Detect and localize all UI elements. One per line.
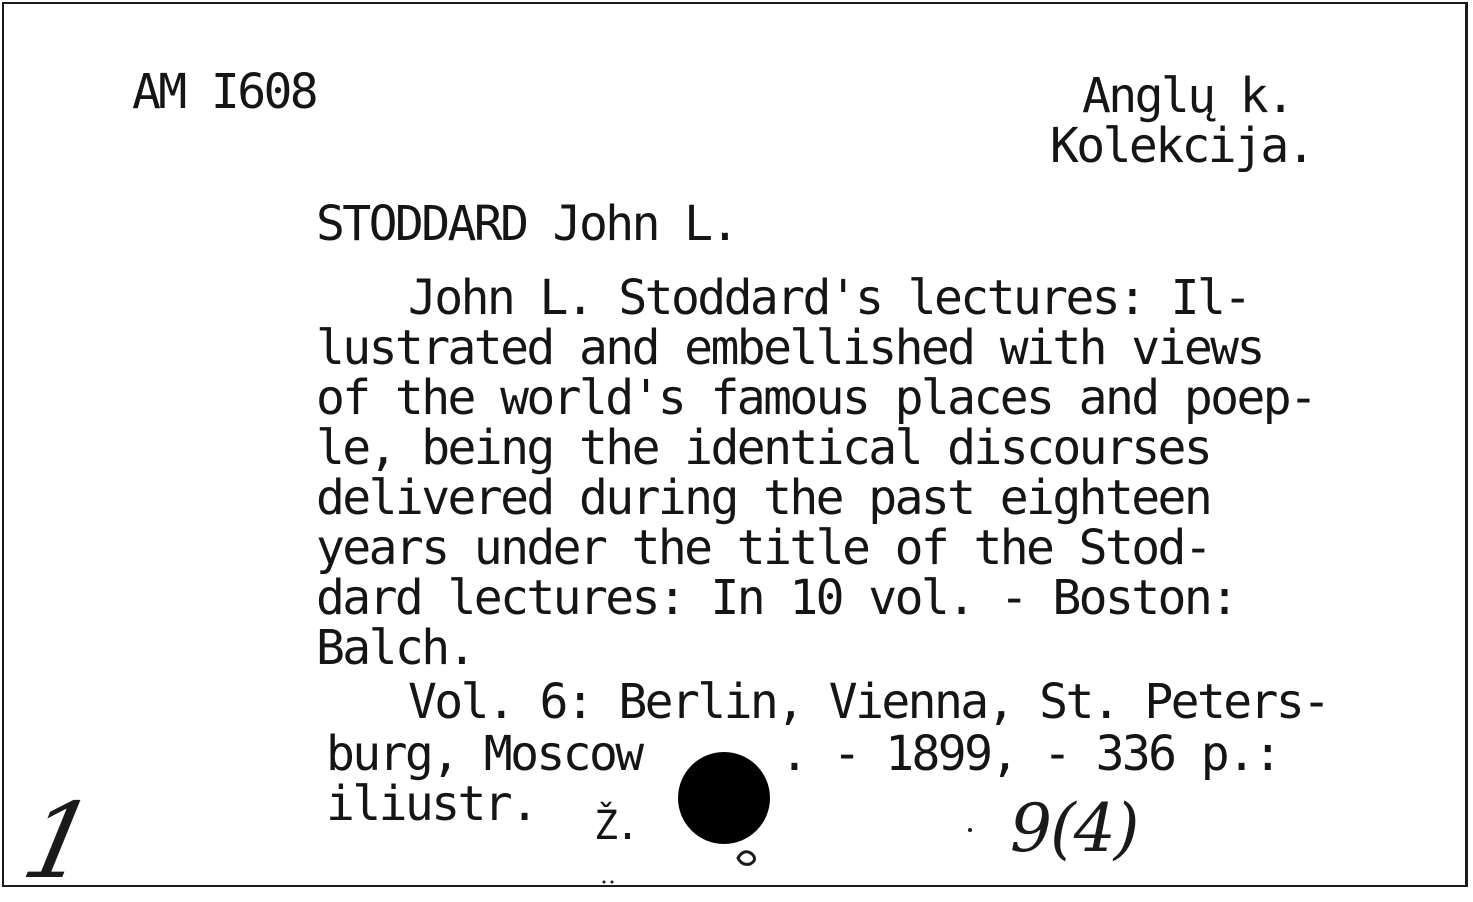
description-line: John L. Stoddard's lectures: Il- [408,270,1250,326]
description-line: dard lectures: In 10 vol. - Boston: [316,570,1237,626]
volume-line: iliustr. [326,776,537,832]
description-line: of the world's famous places and poep- [316,370,1316,426]
author-heading: STODDARD John L. [316,196,737,252]
description-line: le, being the identical discourses [316,420,1211,476]
z-mark: Ž. [594,803,637,849]
description-line: years under the title of the Stod- [316,520,1211,576]
volume-line: burg, Moscow [326,726,642,782]
description-line: Balch. [316,620,474,676]
handwritten-number: 1 [13,780,106,902]
language-note: Anglų k. [1082,68,1293,124]
description-line: lustrated and embellished with views [316,320,1263,376]
handwritten-code: 9(4) [1010,790,1138,867]
call-number: AM I608 [132,64,317,120]
description-line: delivered during the past eighteen [316,470,1211,526]
volume-line: . - 1899, - 336 p.: [780,726,1280,782]
volume-line: Vol. 6: Berlin, Vienna, St. Peters- [408,674,1329,730]
punch-hole [678,752,770,844]
collection-note: Kolekcija. [1050,118,1313,174]
